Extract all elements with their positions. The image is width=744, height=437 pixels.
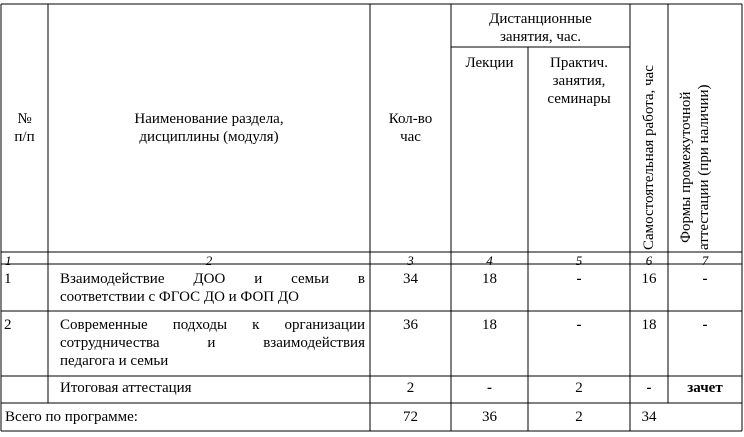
header-num-line: п/п — [14, 129, 35, 145]
col-number: 1 — [5, 253, 12, 268]
row-name — [60, 270, 365, 306]
row-hours: 36 — [403, 317, 418, 333]
row-self: - — [646, 380, 652, 396]
row-hours: 2 — [406, 380, 415, 396]
total-label: Всего по программе: — [5, 409, 138, 425]
row-form: - — [702, 317, 708, 333]
row-name-line: Взаимодействие ДОО и семьи в — [60, 271, 365, 287]
row-name-line: сотрудничества и взаимодействия — [60, 335, 365, 351]
header-lectures: Лекции — [465, 55, 514, 71]
row-practice: - — [576, 271, 582, 287]
col-number: 2 — [205, 253, 213, 268]
row-form: зачет — [687, 380, 723, 396]
header-name-line: Наименование раздела, — [134, 111, 284, 127]
row-lectures: 18 — [482, 317, 497, 333]
row-practice: 2 — [575, 380, 583, 396]
header-num-line: № — [17, 111, 32, 127]
header-hours-line: Кол-во — [388, 111, 433, 127]
header-self-work — [640, 65, 658, 250]
col-number: 4 — [486, 253, 493, 268]
row-name — [60, 316, 365, 370]
row-lectures: 18 — [482, 271, 497, 287]
row-form: - — [702, 271, 708, 287]
header-hours — [370, 110, 451, 146]
header-practice-line: семинары — [547, 91, 611, 107]
total-hours: 72 — [403, 409, 418, 425]
row-name-line: Современные подходы к организации — [60, 317, 365, 333]
row-self: 18 — [641, 317, 657, 333]
header-forms-line: аттестации (при наличии) — [696, 84, 712, 250]
header-self-work-text: Самостоятельная работа, час — [641, 65, 657, 250]
col-number: 5 — [575, 253, 583, 268]
row-name-line: Итоговая аттестация — [60, 380, 192, 396]
header-practice — [528, 54, 630, 108]
col-number: 3 — [407, 253, 414, 268]
total-self: 34 — [641, 409, 657, 425]
row-name-line: соответствии с ФГОС ДО и ФОП ДО — [60, 289, 299, 305]
row-hours: 34 — [403, 271, 418, 287]
header-forms — [677, 84, 713, 250]
total-practice: 2 — [575, 409, 583, 425]
header-name-line: дисциплины (модуля) — [139, 129, 279, 145]
header-hours-line: час — [400, 129, 421, 145]
row-practice: - — [576, 317, 582, 333]
col-number: 7 — [701, 253, 709, 268]
header-distance — [451, 10, 630, 46]
total-lectures: 36 — [482, 409, 497, 425]
header-practice-line: занятия, — [552, 73, 606, 89]
row-name — [60, 379, 365, 397]
row-num: 2 — [4, 317, 12, 333]
header-name — [48, 110, 370, 146]
header-forms-line: Формы промежуточной — [678, 91, 694, 243]
row-name-line: педагога и семьи — [60, 353, 169, 369]
row-num: 1 — [4, 271, 12, 287]
header-practice-line: Практич. — [550, 55, 608, 71]
row-self: 16 — [641, 271, 657, 287]
header-num — [1, 110, 48, 146]
col-number: 6 — [645, 253, 653, 268]
row-lectures: - — [487, 380, 492, 396]
header-distance-line: занятия, час. — [499, 29, 582, 45]
header-distance-line: Дистанционные — [489, 11, 592, 27]
